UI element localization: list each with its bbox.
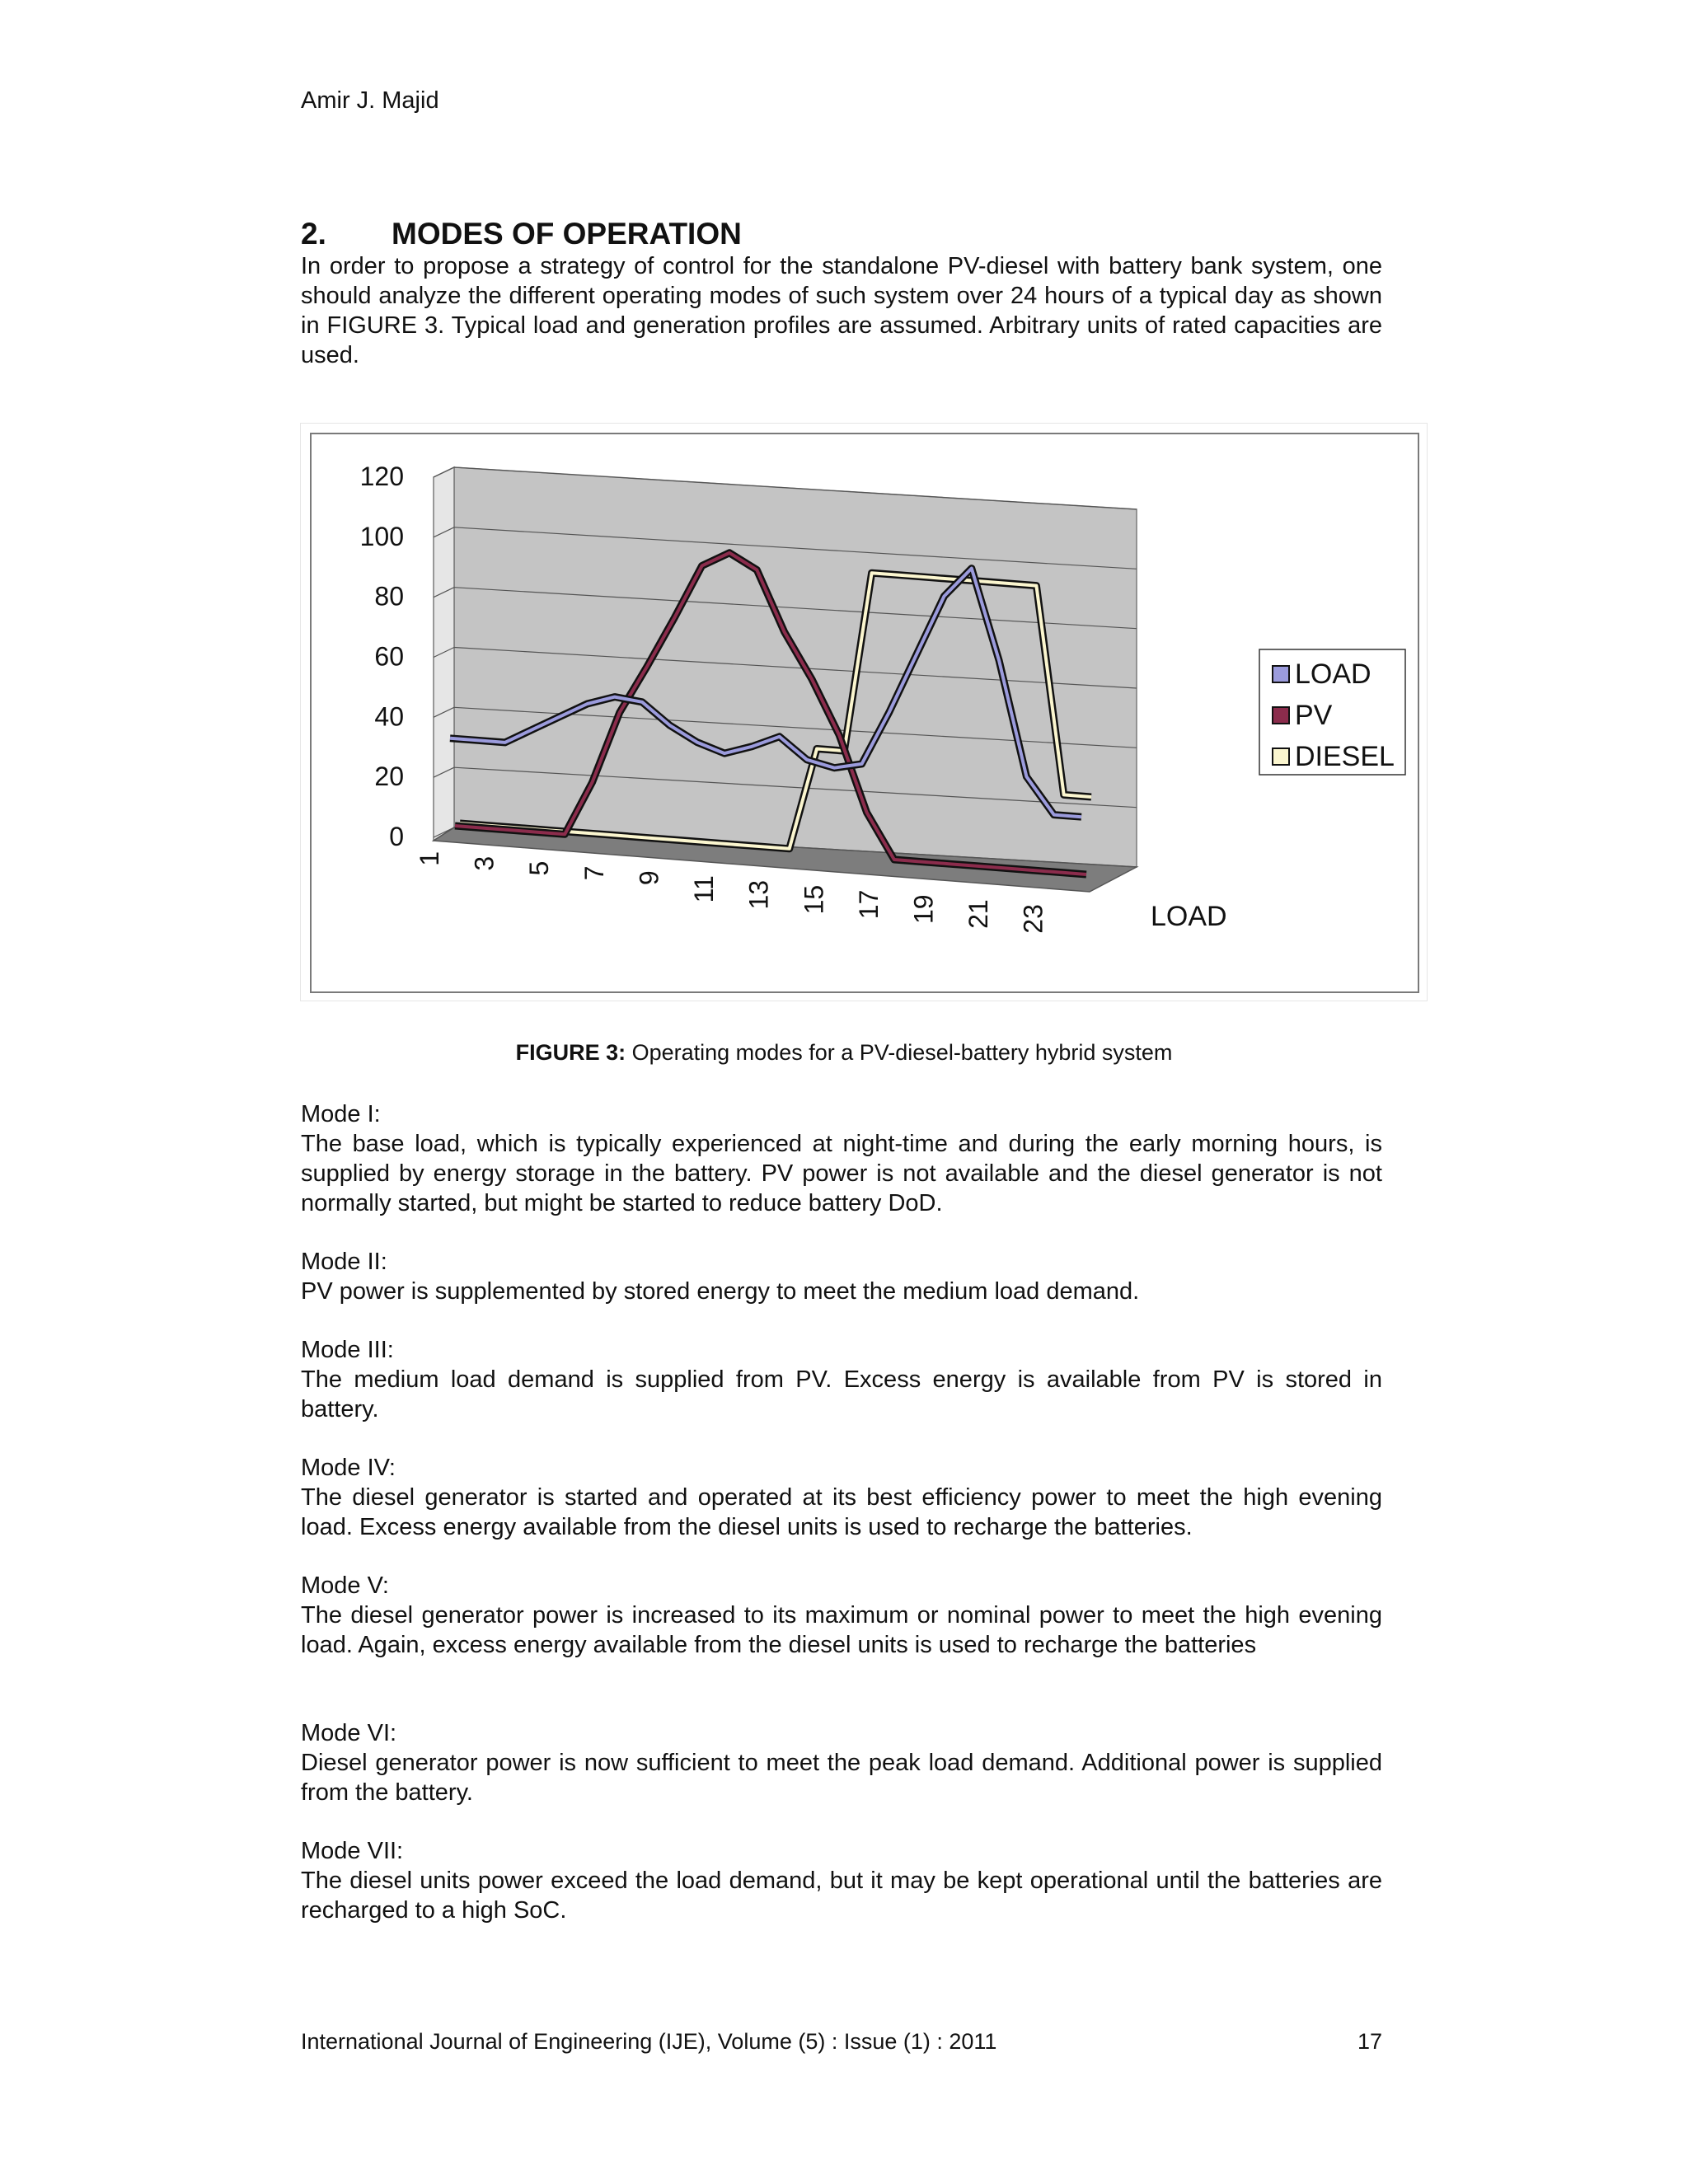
figure-caption xyxy=(0,1040,1688,1066)
section-title: MODES OF OPERATION xyxy=(392,217,742,251)
y-tick-label: 20 xyxy=(374,762,404,792)
y-tick-label: 80 xyxy=(374,581,404,612)
x-tick-label: 21 xyxy=(964,899,994,929)
legend-swatch-pv xyxy=(1273,707,1289,724)
footer-journal: International Journal of Engineering (IJE), Volume (5) : Issue (1) : 2011 xyxy=(301,2029,997,2054)
mode-3-text: The medium load demand is supplied from PV. Excess energy is available from PV is stored in battery. xyxy=(301,1366,1382,1422)
mode-5-title: Mode V: xyxy=(301,1572,389,1599)
legend-label-pv: PV xyxy=(1295,700,1333,731)
mode-1-text: The base load, which is typically experienced at night-time and during the early morning hours, is supplied by energy storage in the battery. PV power is not available and the diesel generator is not normally started, but might be started to reduce battery DoD. xyxy=(301,1131,1382,1216)
mode-6-title: Mode VI: xyxy=(301,1720,397,1746)
y-tick-label: 40 xyxy=(374,701,404,732)
mode-2-text: PV power is supplemented by stored energy to meet the medium load demand. xyxy=(301,1278,1140,1305)
intro-paragraph: In order to propose a strategy of control for the standalone PV-diesel with battery bank system, one should analyze the different operating modes of such system over 24 hours of a typical day as shown in FIGURE 3. Typical load and generation profiles are assumed. Arbitrary units of rated capacities are used. xyxy=(301,253,1382,368)
mode-2-title: Mode II: xyxy=(301,1249,387,1275)
mode-4-title: Mode IV: xyxy=(301,1455,396,1481)
legend-swatch-diesel xyxy=(1273,748,1289,765)
figure-label: FIGURE 3: xyxy=(515,1040,626,1065)
mode-7-title: Mode VII: xyxy=(301,1838,404,1864)
x-tick-label: 7 xyxy=(579,865,609,881)
x-tick-label: 11 xyxy=(689,875,720,903)
footer-page-number: 17 xyxy=(1357,2029,1382,2054)
figure-caption-text: Operating modes for a PV-diesel-battery hybrid system xyxy=(631,1040,1173,1065)
y-tick-label: 0 xyxy=(389,822,404,851)
legend-label-diesel: DIESEL xyxy=(1295,741,1395,772)
y-tick-label: 120 xyxy=(359,462,404,491)
mode-6-text: Diesel generator power is now sufficient to meet the peak load demand. Additional power is supplied from the battery. xyxy=(301,1750,1382,1806)
legend-label-load: LOAD xyxy=(1295,658,1372,690)
legend-swatch-load xyxy=(1273,666,1289,682)
x-tick-label: 3 xyxy=(469,855,499,871)
x-tick-label: 19 xyxy=(908,894,939,925)
mode-5-text: The diesel generator power is increased to its maximum or nominal power to meet the high evening load. Again, excess energy available from the diesel units is used to recharge the batteries xyxy=(301,1602,1382,1658)
operating-modes-chart xyxy=(312,434,1418,991)
x-tick-label: 1 xyxy=(415,851,444,866)
x-tick-label: 9 xyxy=(634,870,664,886)
depth-axis-label: LOAD xyxy=(1151,901,1227,932)
mode-1-title: Mode I: xyxy=(301,1101,381,1127)
section-heading xyxy=(301,217,742,251)
chart-container xyxy=(310,433,1419,993)
x-tick-label: 15 xyxy=(799,884,829,915)
section-number: 2. xyxy=(301,217,326,251)
x-tick-label: 23 xyxy=(1018,904,1048,934)
mode-7-text: The diesel units power exceed the load demand, but it may be kept operational until the batteries are recharged to a high SoC. xyxy=(301,1868,1382,1924)
x-tick-label: 17 xyxy=(853,889,884,920)
y-tick-label: 60 xyxy=(374,641,404,672)
chart-side-wall xyxy=(434,467,454,841)
x-tick-label: 5 xyxy=(524,860,555,876)
y-tick-label: 100 xyxy=(359,521,404,551)
x-tick-label: 13 xyxy=(743,879,774,910)
mode-3-title: Mode III: xyxy=(301,1337,394,1363)
chart-back-wall xyxy=(454,467,1137,867)
mode-4-text: The diesel generator is started and operated at its best efficiency power to meet the high evening load. Excess energy available from the diesel units is used to recharge the batteries. xyxy=(301,1484,1382,1540)
author-header: Amir J. Majid xyxy=(301,87,439,114)
